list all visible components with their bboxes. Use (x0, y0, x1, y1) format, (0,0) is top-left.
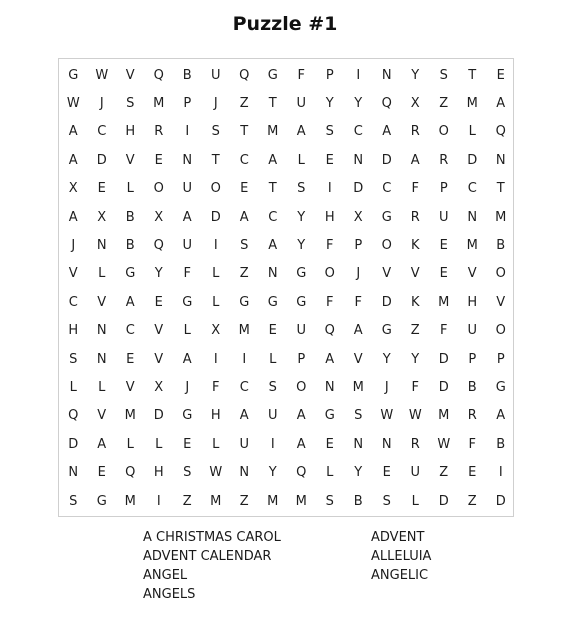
grid-cell[interactable]: S (325, 493, 334, 509)
grid-cell[interactable]: F (411, 181, 419, 197)
grid-cell[interactable]: R (439, 152, 449, 168)
grid-cell[interactable]: V (97, 408, 107, 424)
grid-cell[interactable]: E (468, 465, 477, 481)
grid-cell[interactable]: C (467, 181, 477, 197)
grid-cell[interactable]: G (296, 294, 307, 310)
grid-cell[interactable]: Z (439, 465, 449, 481)
grid-cell[interactable]: D (438, 379, 449, 395)
grid-cell[interactable]: R (410, 436, 420, 452)
grid-cell[interactable]: D (153, 408, 164, 424)
grid-cell[interactable]: G (125, 266, 136, 282)
grid-cell[interactable]: D (438, 493, 449, 509)
grid-cell[interactable]: U (410, 465, 420, 481)
grid-cell[interactable]: Z (239, 493, 249, 509)
grid-cell[interactable]: Y (354, 465, 363, 481)
grid-cell[interactable]: Y (411, 67, 420, 83)
grid-cell[interactable]: N (239, 465, 250, 481)
grid-cell[interactable]: G (182, 294, 193, 310)
grid-cell[interactable]: Q (381, 96, 392, 112)
grid-cell[interactable]: L (126, 436, 134, 452)
grid-cell[interactable]: X (410, 96, 420, 112)
grid-cell[interactable]: Q (324, 323, 335, 339)
word-list-left-column (143, 528, 281, 604)
grid-cell[interactable]: N (353, 152, 364, 168)
grid-cell[interactable]: G (239, 294, 250, 310)
grid-cell[interactable]: P (439, 181, 448, 197)
grid-cell[interactable]: M (153, 96, 165, 112)
grid-cell[interactable]: E (126, 351, 135, 367)
grid-cell[interactable]: U (210, 67, 221, 83)
grid-cell[interactable]: S (69, 351, 78, 367)
grid-cell[interactable]: Z (239, 96, 249, 112)
grid-cell[interactable]: X (154, 209, 164, 225)
grid-cell[interactable]: G (381, 209, 392, 225)
grid-cell[interactable]: F (326, 238, 334, 254)
grid-cell[interactable]: N (353, 436, 364, 452)
grid-cell[interactable]: M (438, 294, 450, 310)
grid-cell[interactable]: D (68, 436, 79, 452)
grid-cell[interactable]: M (124, 408, 136, 424)
grid-cell[interactable]: K (410, 294, 420, 310)
grid-cell[interactable]: H (153, 465, 164, 481)
grid-cell[interactable]: V (496, 294, 506, 310)
grid-cell[interactable]: N (96, 238, 107, 254)
grid-cell[interactable]: M (267, 124, 279, 140)
grid-cell[interactable]: A (410, 152, 420, 168)
grid-cell[interactable]: G (267, 294, 278, 310)
grid-cell[interactable]: S (69, 493, 78, 509)
grid-cell[interactable]: G (381, 323, 392, 339)
grid-cell[interactable]: L (212, 266, 220, 282)
grid-cell[interactable]: X (353, 209, 363, 225)
grid-cell[interactable]: M (352, 379, 364, 395)
grid-cell[interactable]: H (68, 323, 79, 339)
grid-cell[interactable]: D (210, 209, 221, 225)
grid-cell[interactable]: L (297, 152, 305, 168)
grid-cell[interactable]: L (269, 351, 277, 367)
grid-cell[interactable]: Y (268, 465, 277, 481)
grid-cell[interactable]: F (440, 323, 448, 339)
grid-cell[interactable]: N (96, 323, 107, 339)
grid-cell[interactable]: Z (439, 96, 449, 112)
grid-cell[interactable]: L (468, 124, 476, 140)
grid-cell[interactable]: Z (410, 323, 420, 339)
grid-cell[interactable]: R (410, 124, 420, 140)
grid-cell[interactable]: P (354, 238, 363, 254)
grid-cell[interactable]: O (210, 181, 221, 197)
grid-cell[interactable]: P (183, 96, 192, 112)
grid-cell[interactable]: U (438, 209, 449, 225)
grid-cell[interactable]: S (183, 465, 192, 481)
grid-cell[interactable]: O (438, 124, 449, 140)
grid-cell[interactable]: V (68, 266, 78, 282)
grid-cell[interactable]: I (156, 493, 161, 509)
grid-cell[interactable]: Y (325, 96, 334, 112)
grid-cell[interactable]: F (468, 436, 476, 452)
grid-cell[interactable]: E (382, 465, 391, 481)
grid-cell[interactable]: C (382, 181, 392, 197)
grid-cell[interactable]: T (211, 152, 220, 168)
grid-cell[interactable]: T (468, 67, 477, 83)
grid-cell[interactable]: P (468, 351, 477, 367)
grid-cell[interactable]: C (97, 124, 107, 140)
grid-cell[interactable]: U (296, 323, 306, 339)
grid-cell[interactable]: J (71, 238, 76, 254)
grid-cell[interactable]: C (125, 323, 135, 339)
grid-cell[interactable]: V (125, 152, 135, 168)
grid-cell[interactable]: A (125, 294, 135, 310)
word-list-item: ALLELUIA (371, 549, 432, 564)
grid-cell[interactable]: Q (125, 465, 136, 481)
grid-cell[interactable]: S (382, 493, 391, 509)
grid-cell[interactable]: E (97, 465, 106, 481)
grid-cell[interactable]: X (68, 181, 78, 197)
grid-cell[interactable]: U (182, 181, 192, 197)
grid-cell[interactable]: J (384, 379, 389, 395)
grid-cell[interactable]: M (124, 493, 136, 509)
grid-cell[interactable]: N (68, 465, 79, 481)
grid-cell[interactable]: R (154, 124, 164, 140)
grid-cell[interactable]: D (381, 152, 392, 168)
grid-cell[interactable]: B (467, 379, 477, 395)
word-list-item: ANGEL (143, 568, 188, 583)
grid-cell[interactable]: V (97, 294, 107, 310)
grid-cell[interactable]: N (495, 152, 506, 168)
grid-cell[interactable]: R (467, 408, 477, 424)
grid-cell[interactable]: W (209, 465, 223, 481)
grid-cell[interactable]: S (126, 96, 135, 112)
grid-cell[interactable]: R (410, 209, 420, 225)
grid-cell[interactable]: J (185, 379, 190, 395)
grid-cell[interactable]: C (353, 124, 363, 140)
grid-cell[interactable]: V (467, 266, 477, 282)
word-list (0, 528, 570, 618)
grid-cell[interactable]: D (96, 152, 107, 168)
grid-cell[interactable]: G (495, 379, 506, 395)
grid-cell[interactable]: A (97, 436, 107, 452)
grid-cell[interactable]: E (325, 436, 334, 452)
grid-cell[interactable]: W (95, 67, 109, 83)
grid-cell[interactable]: L (98, 266, 106, 282)
grid-cell[interactable]: E (325, 152, 334, 168)
grid-cell[interactable]: C (239, 379, 249, 395)
grid-cell[interactable]: M (267, 493, 279, 509)
grid-cell[interactable]: A (68, 152, 78, 168)
grid-cell[interactable]: A (68, 209, 78, 225)
grid-cell[interactable]: W (437, 436, 451, 452)
grid-cell[interactable]: F (297, 67, 305, 83)
grid-cell[interactable]: S (268, 379, 277, 395)
grid-cell[interactable]: N (96, 351, 107, 367)
grid-cell[interactable]: K (410, 238, 420, 254)
grid-cell[interactable]: W (66, 96, 80, 112)
grid-cell[interactable]: I (498, 465, 503, 481)
grid-cell[interactable]: C (239, 152, 249, 168)
grid-cell[interactable]: N (182, 152, 193, 168)
grid-cell[interactable]: A (239, 209, 249, 225)
grid-cell[interactable]: J (213, 96, 218, 112)
grid-cell[interactable]: V (125, 67, 135, 83)
grid-cell[interactable]: S (297, 181, 306, 197)
grid-cell[interactable]: Y (382, 351, 391, 367)
grid-cell[interactable]: H (467, 294, 478, 310)
grid-cell[interactable]: V (353, 351, 363, 367)
grid-cell[interactable]: L (326, 465, 334, 481)
grid-cell[interactable]: S (211, 124, 220, 140)
grid-cell[interactable]: Y (354, 96, 363, 112)
grid-cell[interactable]: S (240, 238, 249, 254)
grid-cell[interactable]: B (496, 238, 506, 254)
grid-cell[interactable]: Z (239, 266, 249, 282)
grid-cell[interactable]: M (495, 209, 507, 225)
grid-cell[interactable]: O (495, 266, 506, 282)
grid-cell[interactable]: X (97, 209, 107, 225)
grid-cell[interactable]: O (495, 323, 506, 339)
grid-cell[interactable]: Q (495, 124, 506, 140)
grid-cell[interactable]: X (211, 323, 221, 339)
grid-cell[interactable]: U (182, 238, 192, 254)
grid-cell[interactable]: L (155, 436, 163, 452)
grid-cell[interactable]: V (154, 351, 164, 367)
grid-cell[interactable]: E (496, 67, 505, 83)
grid-cell[interactable]: G (324, 408, 335, 424)
grid-cell[interactable]: G (68, 67, 79, 83)
grid-cell[interactable]: L (411, 493, 419, 509)
grid-cell[interactable]: I (327, 181, 332, 197)
grid-cell[interactable]: G (182, 408, 193, 424)
grid-cell[interactable]: O (324, 266, 335, 282)
grid-cell[interactable]: E (154, 152, 163, 168)
grid-cell[interactable]: M (238, 323, 250, 339)
grid-cell[interactable]: A (182, 351, 192, 367)
grid-cell[interactable]: T (496, 181, 505, 197)
grid-cell[interactable]: A (268, 152, 278, 168)
grid-cell[interactable]: Q (68, 408, 79, 424)
grid-cell[interactable]: M (438, 408, 450, 424)
word-list-item: ANGELS (143, 587, 196, 602)
grid-cell[interactable]: N (381, 67, 392, 83)
grid-cell[interactable]: S (325, 124, 334, 140)
grid-cell[interactable]: H (210, 408, 221, 424)
grid-cell[interactable]: T (268, 96, 277, 112)
grid-cell[interactable]: E (97, 181, 106, 197)
grid-cell[interactable]: A (268, 238, 278, 254)
grid-cell[interactable]: F (212, 379, 220, 395)
grid-cell[interactable]: Z (182, 493, 192, 509)
grid-cell[interactable]: J (356, 266, 361, 282)
grid-cell[interactable]: L (212, 436, 220, 452)
grid-cell[interactable]: I (213, 351, 218, 367)
grid-cell[interactable]: B (496, 436, 506, 452)
grid-cell[interactable]: Y (297, 238, 306, 254)
grid-cell[interactable]: E (268, 323, 277, 339)
grid-cell[interactable]: S (439, 67, 448, 83)
grid-cell[interactable]: N (324, 379, 335, 395)
grid-cell[interactable]: P (297, 351, 306, 367)
grid-cell[interactable]: Q (296, 465, 307, 481)
grid-cell[interactable]: G (267, 67, 278, 83)
grid-cell[interactable]: Z (467, 493, 477, 509)
grid-cell[interactable]: M (210, 493, 222, 509)
grid-cell[interactable]: A (182, 209, 192, 225)
grid-cell[interactable]: L (212, 294, 220, 310)
grid-cell[interactable]: X (154, 379, 164, 395)
grid-cell[interactable]: H (324, 209, 335, 225)
grid-cell[interactable]: I (242, 351, 247, 367)
grid-cell[interactable]: M (466, 96, 478, 112)
grid-cell[interactable]: W (380, 408, 394, 424)
grid-cell[interactable]: I (185, 124, 190, 140)
grid-cell[interactable]: I (213, 238, 218, 254)
grid-cell[interactable]: F (326, 294, 334, 310)
grid-cell[interactable]: D (495, 493, 506, 509)
grid-cell[interactable]: A (496, 408, 506, 424)
grid-cell[interactable]: H (125, 124, 136, 140)
grid-cell[interactable]: E (183, 436, 192, 452)
grid-cell[interactable]: E (154, 294, 163, 310)
grid-cell[interactable]: E (439, 266, 448, 282)
grid-cell[interactable]: A (296, 408, 306, 424)
word-list-item: A CHRISTMAS CAROL (143, 530, 281, 545)
grid-cell[interactable]: O (153, 181, 164, 197)
grid-cell[interactable]: V (410, 266, 420, 282)
grid-cell[interactable]: O (381, 238, 392, 254)
grid-cell[interactable]: F (183, 266, 191, 282)
grid-cell[interactable]: O (296, 379, 307, 395)
grid-cell[interactable]: A (325, 351, 335, 367)
grid-cell[interactable]: U (467, 323, 477, 339)
grid-cell[interactable]: A (296, 436, 306, 452)
grid-cell[interactable]: W (408, 408, 422, 424)
word-list-right-column (371, 528, 431, 585)
grid-cell[interactable]: A (353, 323, 363, 339)
grid-cell[interactable]: U (239, 436, 249, 452)
word-list-item: ANGELIC (371, 568, 429, 583)
grid-cell[interactable]: T (240, 124, 249, 140)
grid-cell[interactable]: Q (153, 238, 164, 254)
grid-cell[interactable]: D (467, 152, 478, 168)
word-search-grid (58, 58, 514, 517)
grid-cell[interactable]: D (438, 351, 449, 367)
grid-cell[interactable]: P (325, 67, 334, 83)
grid-cell[interactable]: C (68, 294, 78, 310)
grid-cell[interactable]: S (354, 408, 363, 424)
grid-cell[interactable]: G (96, 493, 107, 509)
grid-cell[interactable]: P (496, 351, 505, 367)
grid-cell[interactable]: E (240, 181, 249, 197)
grid-cell[interactable]: U (267, 408, 278, 424)
grid-cell[interactable]: I (270, 436, 275, 452)
grid-cell[interactable]: N (467, 209, 478, 225)
grid-cell[interactable]: V (382, 266, 392, 282)
grid-cell[interactable]: Y (411, 351, 420, 367)
grid-cell[interactable]: U (296, 96, 306, 112)
grid-cell[interactable]: C (268, 209, 278, 225)
grid-cell[interactable]: E (439, 238, 448, 254)
grid-cell[interactable]: B (125, 209, 135, 225)
grid-cell[interactable]: L (183, 323, 191, 339)
grid-cell[interactable]: V (154, 323, 164, 339)
grid-cell[interactable]: D (353, 181, 364, 197)
grid-cell[interactable]: Q (239, 67, 250, 83)
grid-cell[interactable]: L (69, 379, 77, 395)
grid-cell[interactable]: I (356, 67, 361, 83)
grid-cell[interactable]: B (125, 238, 135, 254)
grid-cell[interactable]: L (126, 181, 134, 197)
letter-grid (59, 61, 515, 515)
grid-cell[interactable]: G (296, 266, 307, 282)
word-list-item: ADVENT CALENDAR (143, 549, 272, 564)
grid-cell[interactable]: N (381, 436, 392, 452)
grid-cell[interactable]: A (382, 124, 392, 140)
grid-cell[interactable]: J (99, 96, 104, 112)
grid-cell[interactable]: F (411, 379, 419, 395)
grid-cell[interactable]: A (296, 124, 306, 140)
grid-cell[interactable]: A (68, 124, 78, 140)
word-list-item: ADVENT (371, 530, 425, 545)
grid-cell[interactable]: B (353, 493, 363, 509)
grid-cell[interactable]: D (381, 294, 392, 310)
grid-cell[interactable]: Y (154, 266, 163, 282)
grid-cell[interactable]: A (239, 408, 249, 424)
grid-cell[interactable]: T (268, 181, 277, 197)
puzzle-title: Puzzle #1 (232, 13, 338, 35)
grid-cell[interactable]: V (125, 379, 135, 395)
grid-cell[interactable]: L (98, 379, 106, 395)
grid-cell[interactable]: N (267, 266, 278, 282)
grid-cell[interactable]: A (496, 96, 506, 112)
grid-cell[interactable]: M (295, 493, 307, 509)
grid-cell[interactable]: Y (297, 209, 306, 225)
grid-cell[interactable]: B (182, 67, 192, 83)
grid-cell[interactable]: Q (153, 67, 164, 83)
grid-cell[interactable]: M (466, 238, 478, 254)
grid-cell[interactable]: F (354, 294, 362, 310)
